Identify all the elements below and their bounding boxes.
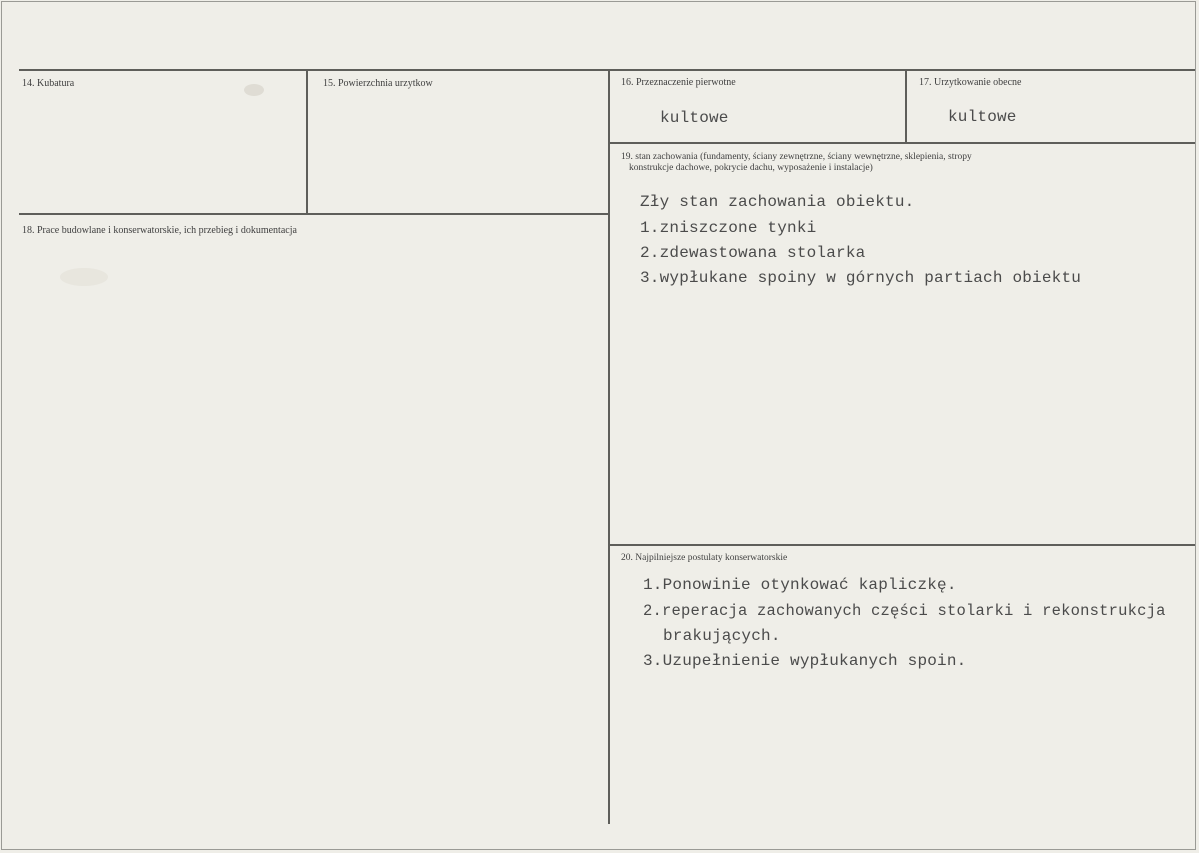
condition-summary: Zły stan zachowania obiektu. [640,193,915,211]
center-divider [608,69,610,824]
field-16-label: 16. Przeznaczenie pierwotne [621,77,736,88]
field-15-label: 15. Powierzchnia urzytkow [323,78,433,89]
divider-16-17 [905,69,907,144]
field-14-label: 14. Kubatura [22,78,75,89]
paper-smudge [60,268,108,286]
condition-item-3: 3.wypłukane spoiny w górnych partiach obiektu [640,269,1082,287]
field-19-label-line1: 19. stan zachowania (fundamenty, ściany zewnętrzne, ściany wewnętrzne, sklepienia, stropy [621,152,972,162]
paper-smudge [244,84,264,96]
field-17-value: kultowe [948,108,1017,126]
field-17-label: 17. Urzytkowanie obecne [919,77,1022,88]
field-16-value: kultowe [660,109,729,127]
card-border [1,1,1196,850]
field-19-label-line2: konstrukcje dachowe, pokrycie dachu, wyposażenie i instalacje) [629,163,873,173]
rule-below-14-15 [19,213,609,215]
postulate-item-2: 2.reperacja zachowanych części stolarki i rekonstrukcja [643,602,1166,620]
top-rule [19,69,1195,71]
divider-14-15 [306,69,308,215]
rule-below-16-17 [609,142,1195,144]
condition-item-2: 2.zdewastowana stolarka [640,244,866,262]
field-20-label: 20. Najpilniejsze postulaty konserwatorskie [621,553,788,563]
field-18-label: 18. Prace budowlane i konserwatorskie, ich przebieg i dokumentacja [22,225,297,236]
rule-above-20 [609,544,1195,546]
postulate-item-2-continued: brakujących. [663,627,781,645]
condition-item-1: 1.zniszczone tynki [640,219,817,237]
postulate-item-1: 1.Ponowinie otynkować kapliczkę. [643,576,957,594]
postulate-item-3: 3.Uzupełnienie wypłukanych spoin. [643,652,967,670]
